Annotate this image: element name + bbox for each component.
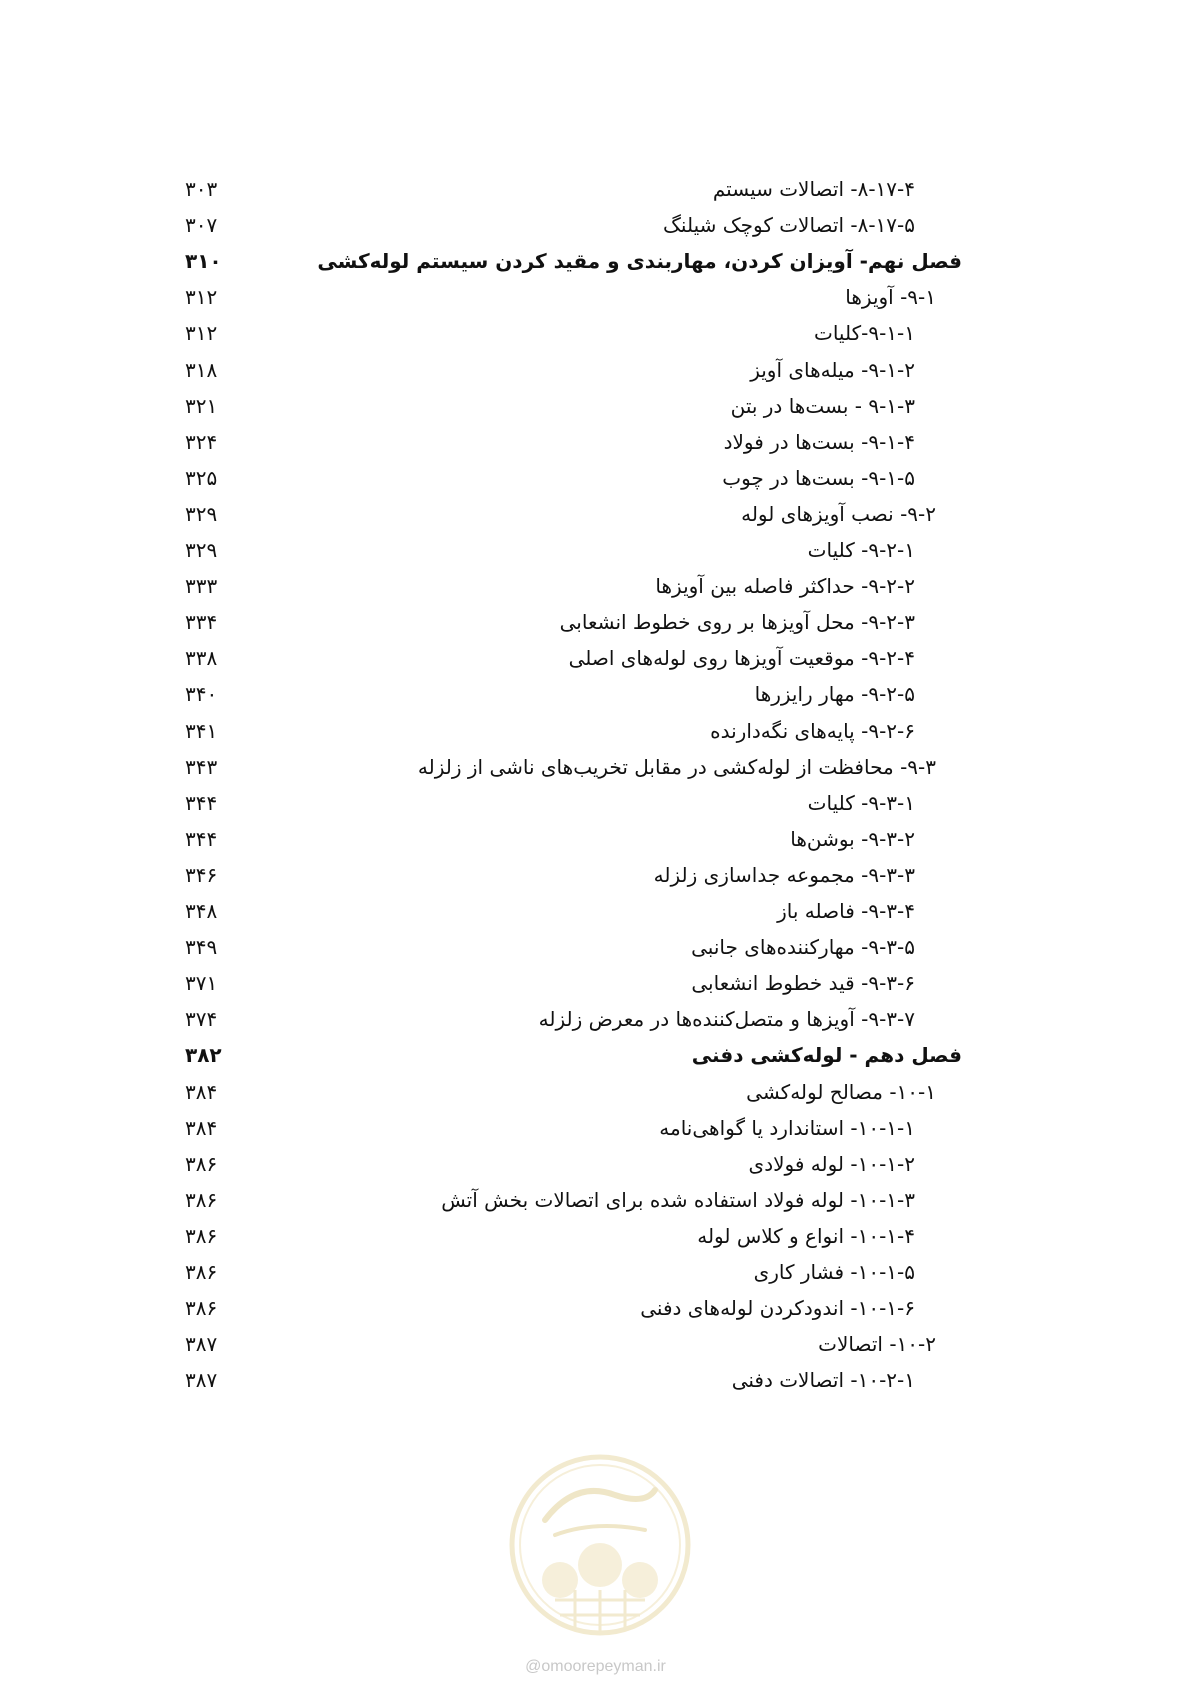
toc-entry-title: ۹-۳-۶- قید خطوط انشعابی xyxy=(691,971,915,996)
watermark-site: @omoorepeyman.ir xyxy=(525,1658,666,1675)
toc-entry xyxy=(0,567,1191,605)
toc-entry-title: ۹-۱-۳ - بست‌ها در بتن xyxy=(730,393,915,418)
toc-entry-title: ۹-۳-۴- فاصله باز xyxy=(777,899,915,923)
toc-entry-page: ۳۴۴ xyxy=(185,826,218,851)
toc-entry-title: فصل دهم - لوله‌کشی دفنی xyxy=(691,1043,962,1068)
toc-entry xyxy=(0,639,1191,677)
toc-entry-title: ۱۰-۲- اتصالات xyxy=(818,1332,936,1357)
toc-entry xyxy=(0,892,1191,930)
toc-entry xyxy=(0,1325,1191,1363)
watermark-logo-icon xyxy=(505,1450,695,1640)
toc-entry-page: ۳۴۳ xyxy=(185,754,218,779)
toc-entry-page: ۳۴۸ xyxy=(185,899,218,923)
toc-entry xyxy=(0,1109,1191,1147)
toc-entry xyxy=(0,278,1191,316)
toc-entry-title: ۹-۳-۳- مجموعه جداسازی زلزله xyxy=(653,862,915,887)
toc-entry xyxy=(0,1361,1191,1399)
toc-entry-page: ۳۸۶ xyxy=(185,1223,218,1248)
toc-entry-title: ۹-۳-۵- مهارکننده‌های جانبی xyxy=(691,935,915,960)
toc-entry-page: ۳۴۰ xyxy=(185,682,218,707)
toc-entry-page: ۳۱۰ xyxy=(185,249,222,274)
toc-entry-page: ۳۳۸ xyxy=(185,646,218,671)
toc-entry-title: ۹-۱- آویزها xyxy=(845,285,936,310)
toc-entry-title: ۹-۲-۳- محل آویزها بر روی خطوط انشعابی xyxy=(559,610,915,635)
toc-entry xyxy=(0,1000,1191,1038)
toc-entry xyxy=(0,964,1191,1002)
toc-entry xyxy=(0,1073,1191,1111)
toc-entry-title: ۱۰-۱-۳- لوله فولاد استفاده شده برای اتصالات بخش آتش xyxy=(441,1187,915,1212)
toc-entry-page: ۳۸۷ xyxy=(185,1368,218,1393)
toc-entry-title: ۹-۱-۵- بست‌ها در چوب xyxy=(722,465,915,490)
toc-entry xyxy=(0,1181,1191,1219)
toc-entry xyxy=(0,1145,1191,1183)
toc-entry-title: ۸-۱۷-۴- اتصالات سیستم xyxy=(712,177,915,201)
toc-entry xyxy=(0,1217,1191,1255)
toc-entry-page: ۳۲۵ xyxy=(185,465,218,490)
toc-entry-page: ۳۰۷ xyxy=(185,213,218,238)
toc-entry-title: ۱۰-۱- مصالح لوله‌کشی xyxy=(746,1079,936,1104)
toc-entry-title: ۹-۳-۷- آویزها و متصل‌کننده‌ها در معرض زلزله xyxy=(538,1007,915,1032)
toc-entry xyxy=(0,495,1191,533)
toc-entry xyxy=(0,820,1191,858)
toc-entry-page: ۳۲۹ xyxy=(185,538,218,562)
toc-entry-page: ۳۴۴ xyxy=(185,790,218,815)
toc-entry-page: ۳۸۶ xyxy=(185,1151,218,1176)
toc-entry-title: ۹-۱-۲- میله‌های آویز xyxy=(750,357,915,382)
toc-entry xyxy=(0,1253,1191,1291)
toc-entry xyxy=(0,387,1191,425)
toc-entry xyxy=(0,1289,1191,1327)
toc-entry-title: ۹-۲-۱- کلیات xyxy=(807,538,915,562)
toc-entry xyxy=(0,748,1191,786)
toc-entry-page: ۳۴۱ xyxy=(185,718,218,743)
toc-entry-title: ۱۰-۱-۲- لوله فولادی xyxy=(748,1151,915,1176)
toc-entry-page: ۳۴۶ xyxy=(185,862,218,887)
toc-entry-page: ۳۳۴ xyxy=(185,610,218,635)
toc-entry-page: ۳۲۱ xyxy=(185,393,218,418)
toc-entry-page: ۳۷۴ xyxy=(185,1007,218,1032)
toc-entry-page: ۳۲۹ xyxy=(185,501,218,526)
toc-entry-title: ۹-۲-۴- موقعیت آویزها روی لوله‌های اصلی xyxy=(568,646,915,671)
toc-entry-page: ۳۱۸ xyxy=(185,357,218,382)
toc-entry-page: ۳۳۳ xyxy=(185,574,218,599)
toc-entry-title: ۹-۲- نصب آویزهای لوله xyxy=(741,501,936,526)
toc-entry xyxy=(0,531,1191,569)
toc-entry-page: ۳۸۶ xyxy=(185,1260,218,1284)
toc-entry-title: ۱۰-۱-۵- فشار کاری xyxy=(753,1260,915,1284)
toc-entry-page: ۳۸۶ xyxy=(185,1296,218,1321)
toc-entry xyxy=(0,712,1191,750)
toc-entry-title: ۹-۳- محافظت از لوله‌کشی در مقابل تخریب‌های ناشی از زلزله xyxy=(417,754,936,779)
toc-entry-title: فصل نهم- آویزان کردن، مهاربندی و مقید کردن سیستم لوله‌کشی xyxy=(317,249,962,274)
toc-entry-page: ۳۰۳ xyxy=(185,177,218,201)
toc-entry-title: ۱۰-۲-۱- اتصالات دفنی xyxy=(731,1368,915,1393)
toc-entry-page: ۳۱۲ xyxy=(185,321,218,346)
toc-entry xyxy=(0,351,1191,389)
toc-entry xyxy=(0,206,1191,244)
toc-entry-page: ۳۸۲ xyxy=(185,1043,222,1068)
toc-entry-page: ۳۸۴ xyxy=(185,1079,218,1104)
toc-entry xyxy=(0,784,1191,822)
toc-entry xyxy=(0,314,1191,352)
toc-entry-page: ۳۷۱ xyxy=(185,971,218,996)
toc-entry xyxy=(0,603,1191,641)
toc-entry-title: ۹-۱-۱-کلیات xyxy=(814,321,915,346)
toc-entry-page: ۳۲۴ xyxy=(185,429,218,454)
toc-entry xyxy=(0,242,1191,280)
toc-entry-title: ۱۰-۱-۶- اندودکردن لوله‌های دفنی xyxy=(640,1296,915,1321)
toc-entry xyxy=(0,423,1191,461)
toc-entry xyxy=(0,928,1191,966)
toc-entry-page: ۳۸۷ xyxy=(185,1332,218,1357)
toc-entry xyxy=(0,170,1191,208)
toc-entry-title: ۹-۲-۶- پایه‌های نگه‌دارنده xyxy=(710,718,915,743)
toc-entry xyxy=(0,1036,1191,1074)
toc-entry xyxy=(0,856,1191,894)
toc-entry-page: ۳۸۶ xyxy=(185,1187,218,1212)
toc-entry xyxy=(0,459,1191,497)
toc-entry-title: ۹-۲-۲- حداکثر فاصله بین آویزها xyxy=(655,574,915,599)
toc-entry-page: ۳۴۹ xyxy=(185,935,218,960)
toc-entry-page: ۳۸۴ xyxy=(185,1115,218,1140)
toc-entry-title: ۱۰-۱-۱- استاندارد یا گواهی‌نامه xyxy=(659,1115,915,1140)
toc-entry-title: ۹-۳-۲- بوشن‌ها xyxy=(790,826,915,851)
toc-entry-title: ۱۰-۱-۴- انواع و کلاس لوله xyxy=(697,1223,915,1248)
toc-entry-title: ۹-۲-۵- مهار رایزرها xyxy=(754,682,915,707)
toc-entry-title: ۹-۳-۱- کلیات xyxy=(807,790,915,815)
toc-entry xyxy=(0,675,1191,713)
toc-entry-title: ۸-۱۷-۵- اتصالات کوچک شیلنگ xyxy=(663,213,915,238)
toc-entry-title: ۹-۱-۴- بست‌ها در فولاد xyxy=(723,429,915,454)
toc-entry-page: ۳۱۲ xyxy=(185,285,218,310)
